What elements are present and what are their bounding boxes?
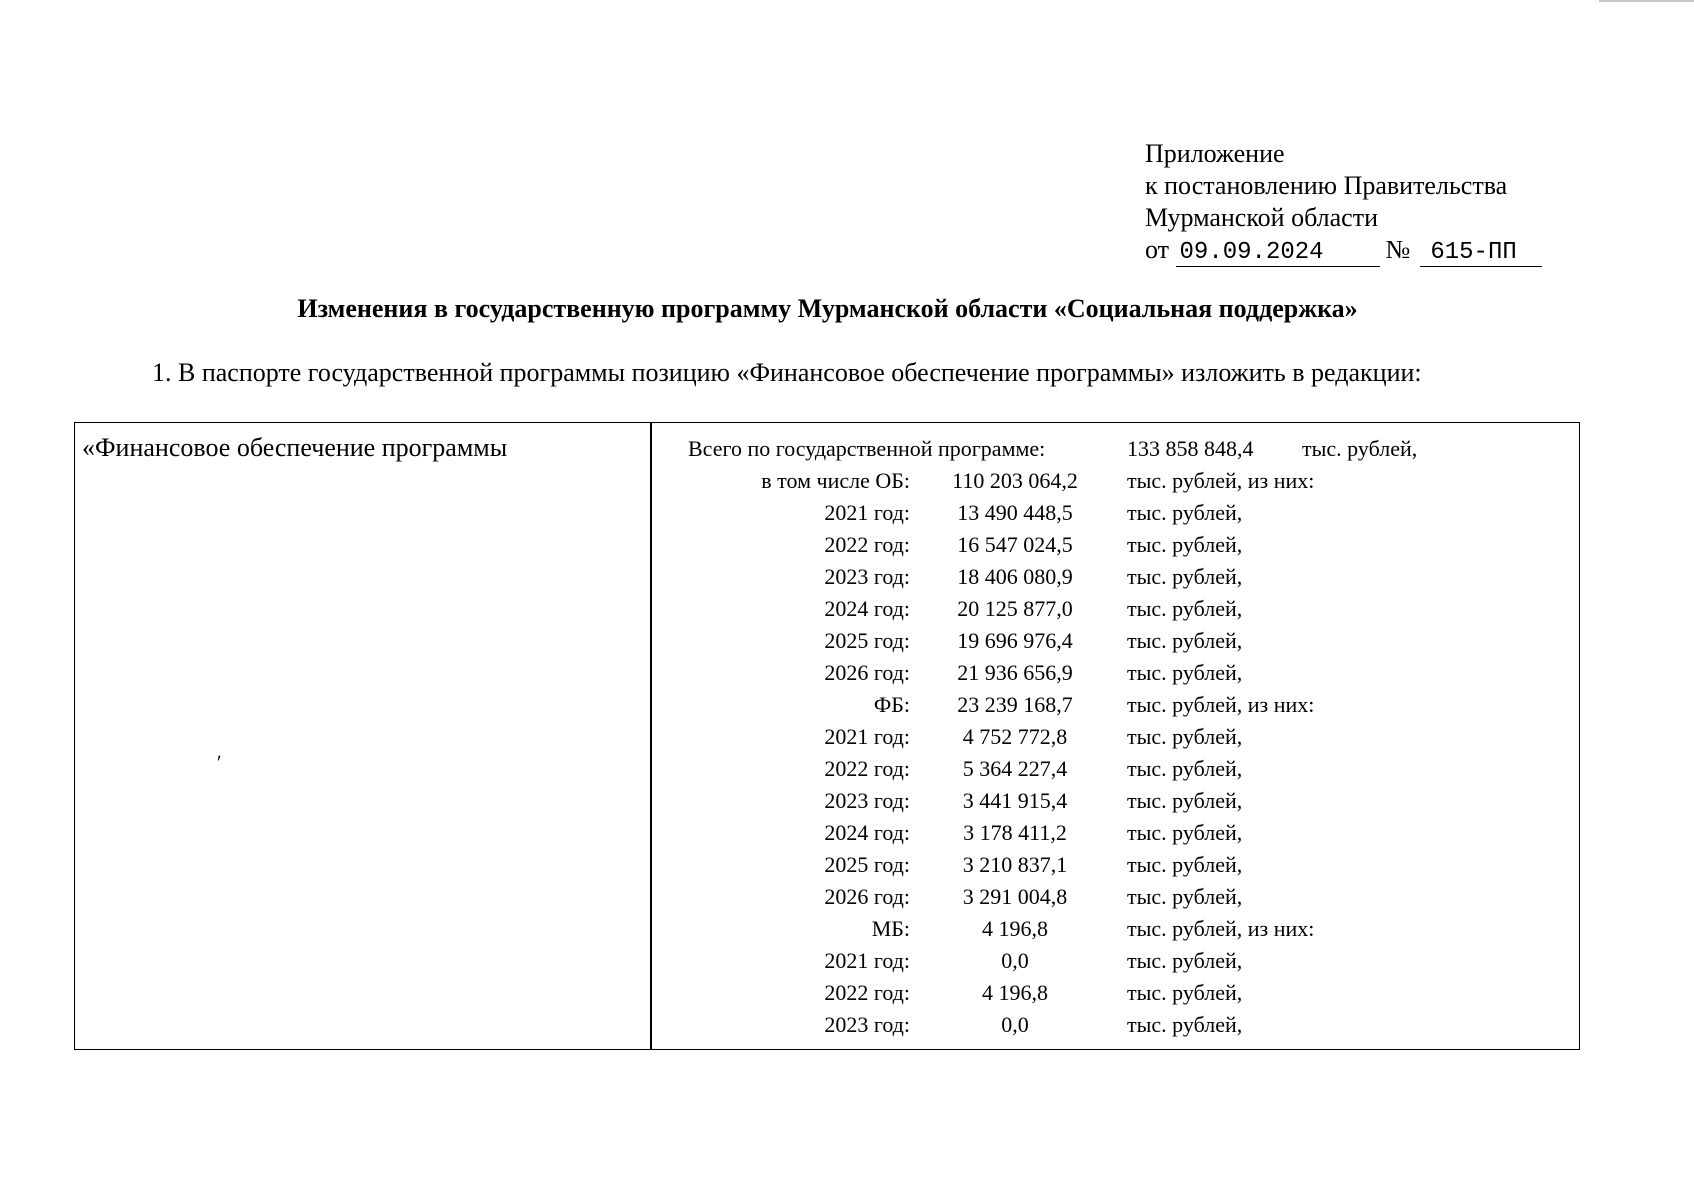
row-amount: 23 239 168,7 [957,692,1073,717]
row-label: МБ: [871,916,910,941]
scan-edge-mark [1599,0,1694,2]
row-unit: тыс. рублей, [1127,980,1243,1005]
date-prefix: от [1145,235,1170,264]
row-label: ФБ: [873,692,910,717]
row-label: 2022 год: [824,756,910,781]
total-label: Всего по государственной программе: [688,436,1046,461]
row-amount: 4 196,8 [982,916,1048,941]
row-amount: 5 364 227,4 [962,756,1068,781]
row-unit: тыс. рублей, [1127,852,1243,877]
appendix-line-decree: к постановлению Правительства [1145,171,1508,200]
appendix-date-line [1145,234,1542,267]
row-unit: тыс. рублей, [1127,884,1243,909]
stray-mark: ʹ [217,752,222,774]
row-unit: тыс. рублей, [1127,596,1243,621]
total-amount: 133 858 848,4 [1127,436,1254,461]
appendix-line-region: Мурманской области [1145,203,1378,232]
row-amount: 20 125 877,0 [957,596,1073,621]
row-label: 2024 год: [824,596,910,621]
row-unit: тыс. рублей, [1127,788,1243,813]
row-label: 2023 год: [824,788,910,813]
row-amount: 110 203 064,2 [952,468,1078,493]
row-amount: 3 210 837,1 [962,852,1068,877]
row-amount: 3 291 004,8 [962,884,1068,909]
row-label: 2021 год: [824,724,910,749]
table-left-label: «Финансовое обеспечение программы [82,433,508,462]
row-label: 2021 год: [824,948,910,973]
decree-date: 09.09.2024 [1176,240,1380,267]
row-amount: 16 547 024,5 [957,532,1073,557]
row-amount: 21 936 656,9 [957,660,1073,685]
row-amount: 0,0 [1001,1012,1029,1037]
row-unit: тыс. рублей, [1127,756,1243,781]
row-amount: 0,0 [1001,948,1029,973]
row-label: 2022 год: [824,980,910,1005]
row-unit: тыс. рублей, из них: [1127,468,1315,493]
decree-number: 615-ПП [1420,240,1542,267]
row-label: 2021 год: [824,500,910,525]
row-label: 2023 год: [824,564,910,589]
row-label: 2024 год: [824,820,910,845]
row-amount: 18 406 080,9 [957,564,1073,589]
row-unit: тыс. рублей, [1127,948,1243,973]
row-unit: тыс. рублей, из них: [1127,692,1315,717]
row-amount: 4 752 772,8 [962,724,1068,749]
total-unit: тыс. рублей, [1302,436,1418,461]
appendix-title: Приложение [1145,139,1285,168]
row-unit: тыс. рублей, [1127,820,1243,845]
row-unit: тыс. рублей, из них: [1127,916,1315,941]
row-label: в том числе ОБ: [761,468,910,493]
row-label: 2022 год: [824,532,910,557]
row-unit: тыс. рублей, [1127,628,1243,653]
row-amount: 19 696 976,4 [957,628,1073,653]
row-unit: тыс. рублей, [1127,532,1243,557]
document-title: Изменения в государственную программу Мурманской области «Социальная поддержка» [297,294,1358,323]
row-amount: 13 490 448,5 [957,500,1073,525]
appendix-block [1145,138,1542,267]
row-label: 2026 год: [824,884,910,909]
row-unit: тыс. рублей, [1127,500,1243,525]
row-label: 2026 год: [824,660,910,685]
row-label: 2025 год: [824,852,910,877]
row-unit: тыс. рублей, [1127,1012,1243,1037]
row-amount: 3 178 411,2 [963,820,1067,845]
row-amount: 3 441 915,4 [962,788,1068,813]
row-amount: 4 196,8 [982,980,1048,1005]
row-unit: тыс. рублей, [1127,660,1243,685]
row-unit: тыс. рублей, [1127,724,1243,749]
item-1-text: 1. В паспорте государственной программы позицию «Финансовое обеспечение программы» изложить в редакции: [152,358,1422,387]
number-sign: № [1385,235,1411,264]
row-label: 2025 год: [824,628,910,653]
row-label: 2023 год: [824,1012,910,1037]
row-unit: тыс. рублей, [1127,564,1243,589]
